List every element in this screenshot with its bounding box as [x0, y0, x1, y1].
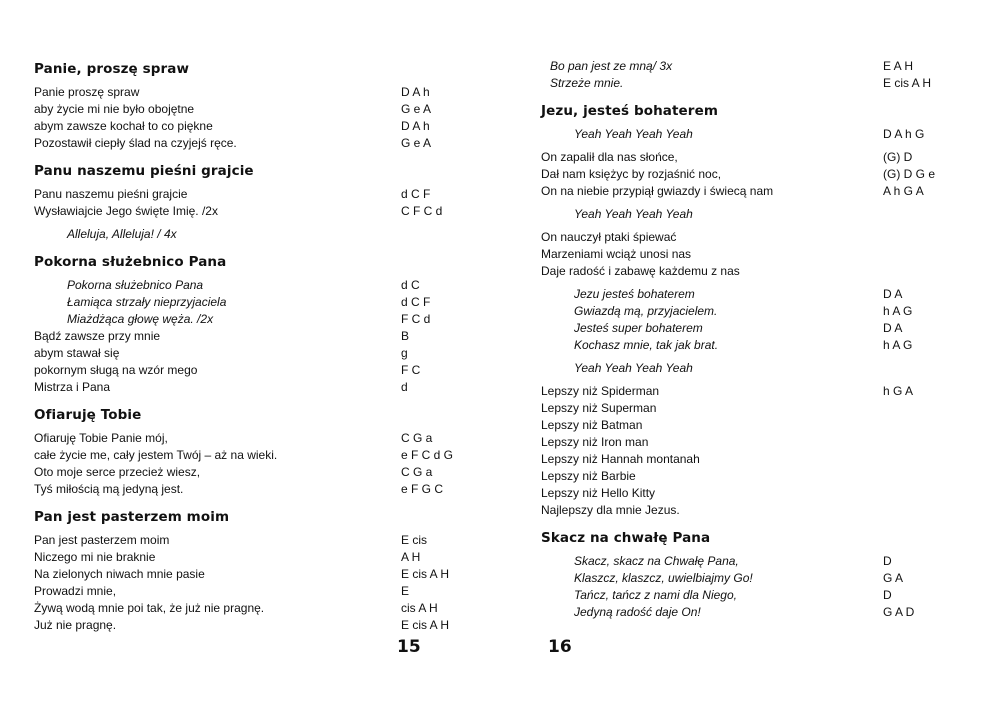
lyric-line — [541, 451, 961, 468]
song-section — [541, 100, 961, 519]
lyric-text: Daje radość i zabawę każdemu z nas — [541, 264, 740, 278]
lyric-line — [34, 617, 454, 634]
lyric-text: On zapalił dla nas słońce, — [541, 150, 678, 164]
lyric-line — [541, 468, 961, 485]
chords: F C d — [401, 312, 431, 326]
song-lines — [34, 532, 454, 634]
lyric-text: Skacz, skacz na Chwałę Pana, — [574, 554, 739, 568]
lyric-line — [34, 583, 454, 600]
lyric-text: Ofiaruję Tobie Panie mój, — [34, 431, 168, 445]
lyric-text: Tyś miłością mą jedyną jest. — [34, 482, 184, 496]
lyric-text: Panie proszę spraw — [34, 85, 140, 99]
lyric-text: Lepszy niż Hello Kitty — [541, 486, 656, 500]
song-lines — [34, 277, 454, 396]
lyric-line — [541, 286, 961, 303]
lyric-line — [34, 328, 454, 345]
song-title: Panie, proszę spraw — [34, 61, 190, 77]
lyric-line — [34, 549, 454, 566]
song-title: Ofiaruję Tobie — [34, 407, 142, 423]
chords: F C — [401, 363, 421, 377]
chords: g — [401, 346, 408, 360]
chords: G e A — [401, 136, 432, 150]
lyric-line — [541, 149, 961, 166]
song-section — [34, 160, 454, 243]
song-title: Skacz na chwałę Pana — [541, 530, 711, 546]
chords: C F C d — [401, 204, 443, 218]
lyric-text: Już nie pragnę. — [34, 618, 117, 632]
lyric-line — [541, 400, 961, 417]
lyric-line — [541, 246, 961, 263]
lyric-text: Lepszy niż Batman — [541, 418, 643, 432]
lyric-line — [541, 604, 961, 621]
song-lines — [34, 430, 454, 498]
chords: e F G C — [401, 482, 444, 496]
lyric-line — [34, 118, 454, 135]
chords: C G a — [401, 431, 433, 445]
lyric-text: Gwiazdą mą, przyjacielem. — [574, 304, 718, 318]
lyric-text: Wysławiajcie Jego święte Imię. /2x — [34, 204, 218, 218]
song-lines — [541, 553, 961, 621]
chords: E cis A H — [401, 618, 450, 632]
lyric-text: Marzeniami wciąż unosi nas — [541, 247, 692, 261]
lyric-text: Dał nam księżyc by rozjaśnić noc, — [541, 167, 722, 181]
song-lines — [541, 126, 961, 519]
lyric-text: Tańcz, tańcz z nami dla Niego, — [574, 588, 737, 602]
lyric-line — [34, 532, 454, 549]
lyric-text: Yeah Yeah Yeah Yeah — [574, 361, 693, 375]
chords: E cis A H — [883, 76, 932, 90]
lyric-text: Na zielonych niwach mnie pasie — [34, 567, 205, 581]
song-lines — [34, 84, 454, 152]
song-section — [34, 506, 454, 634]
page-number-left: 15 — [397, 637, 421, 657]
lyric-line — [34, 186, 454, 203]
lyric-line — [541, 320, 961, 337]
lyric-text: Yeah Yeah Yeah Yeah — [574, 207, 693, 221]
lyric-line — [541, 570, 961, 587]
lyric-text: Lepszy niż Hannah montanah — [541, 452, 700, 466]
lyric-text: Bądź zawsze przy mnie — [34, 329, 161, 343]
chords: G A — [883, 571, 904, 585]
song-title: Jezu, jesteś bohaterem — [541, 103, 718, 119]
lyric-line — [541, 360, 961, 377]
chords: G A D — [883, 605, 915, 619]
lyric-line — [34, 481, 454, 498]
chords: G e A — [401, 102, 432, 116]
song-section — [34, 58, 454, 152]
lyric-line — [541, 434, 961, 451]
left-page — [34, 56, 454, 634]
lyric-line — [541, 485, 961, 502]
song-section — [34, 404, 454, 498]
chords: d C F — [401, 187, 431, 201]
song-lines — [34, 186, 454, 243]
chords: E — [401, 584, 410, 598]
lyric-line — [541, 75, 961, 92]
lyric-text: pokornym sługą na wzór mego — [34, 363, 198, 377]
song-title: Panu naszemu pieśni grajcie — [34, 163, 254, 179]
lyric-text: Jesteś super bohaterem — [574, 321, 703, 335]
lyric-text: On nauczył ptaki śpiewać — [541, 230, 677, 244]
chords: h A G — [883, 304, 913, 318]
lyric-line — [541, 337, 961, 354]
lyric-text: Pan jest pasterzem moim — [34, 533, 170, 547]
page-number-right: 16 — [548, 637, 572, 657]
lyric-text: Kochasz mnie, tak jak brat. — [574, 338, 719, 352]
chords: d C F — [401, 295, 431, 309]
lyric-line — [34, 226, 454, 243]
song-lines — [541, 58, 961, 92]
lyric-text: Klaszcz, klaszcz, uwielbiajmy Go! — [574, 571, 753, 585]
chords: e F C d G — [401, 448, 454, 462]
lyric-line — [34, 203, 454, 220]
lyric-text: Lepszy niż Superman — [541, 401, 657, 415]
song-section — [34, 251, 454, 396]
lyric-text: Strzeże mnie. — [550, 76, 624, 90]
lyric-line — [34, 379, 454, 396]
chords: B — [401, 329, 410, 343]
lyric-line — [34, 135, 454, 152]
lyric-line — [541, 229, 961, 246]
lyric-text: Pokorna służebnico Pana — [67, 278, 204, 292]
lyric-line — [34, 294, 454, 311]
lyric-line — [541, 383, 961, 400]
chords: D A h — [401, 85, 430, 99]
song-title: Pan jest pasterzem moim — [34, 509, 230, 525]
lyric-text: Miażdżąca głowę węża. /2x — [67, 312, 214, 326]
chords: A H — [401, 550, 421, 564]
lyric-text: On na niebie przypiął gwiazdy i świecą nam — [541, 184, 774, 198]
lyric-text: Najlepszy dla mnie Jezus. — [541, 503, 680, 517]
lyric-text: Panu naszemu pieśni grajcie — [34, 187, 188, 201]
lyric-line — [34, 277, 454, 294]
lyric-line — [541, 166, 961, 183]
lyric-line — [541, 553, 961, 570]
chords: D — [883, 554, 892, 568]
chords: d C — [401, 278, 420, 292]
lyric-text: aby życie mi nie było obojętne — [34, 102, 195, 116]
lyric-text: Jedyną radość daje On! — [574, 605, 701, 619]
lyric-text: abym stawał się — [34, 346, 120, 360]
lyric-text: Lepszy niż Barbie — [541, 469, 636, 483]
chords: E A H — [883, 59, 914, 73]
lyric-text: Lepszy niż Iron man — [541, 435, 649, 449]
lyric-line — [541, 58, 961, 75]
lyric-text: abym zawsze kochał to co piękne — [34, 119, 213, 133]
lyric-line — [34, 345, 454, 362]
lyric-text: Łamiąca strzały nieprzyjaciela — [67, 295, 227, 309]
lyric-line — [34, 430, 454, 447]
song-section — [541, 58, 961, 92]
right-page — [541, 58, 961, 621]
lyric-text: Żywą wodą mnie poi tak, że już nie pragnę. — [34, 601, 265, 615]
lyric-text: Yeah Yeah Yeah Yeah — [574, 127, 693, 141]
lyric-text: Alleluja, Alleluja! / 4x — [67, 227, 177, 241]
lyric-line — [541, 502, 961, 519]
chords: E cis — [401, 533, 428, 547]
lyric-text: Bo pan jest ze mną/ 3x — [550, 59, 673, 73]
chords: h G A — [883, 384, 914, 398]
lyric-line — [541, 303, 961, 320]
lyric-text: Lepszy niż Spiderman — [541, 384, 660, 398]
lyric-line — [541, 206, 961, 223]
chords: E cis A H — [401, 567, 450, 581]
song-title: Pokorna służebnico Pana — [34, 254, 227, 270]
chords: D A — [883, 321, 903, 335]
chords: (G) D — [883, 150, 913, 164]
chords: D A h — [401, 119, 430, 133]
lyric-line — [541, 587, 961, 604]
lyric-line — [541, 417, 961, 434]
lyric-line — [34, 101, 454, 118]
lyric-line — [541, 183, 961, 200]
chords: C G a — [401, 465, 433, 479]
lyric-line — [34, 447, 454, 464]
lyric-line — [34, 311, 454, 328]
chords: A h G A — [883, 184, 924, 198]
chords: (G) D G e — [883, 167, 936, 181]
chords: D — [883, 588, 892, 602]
chords: d — [401, 380, 408, 394]
lyric-line — [34, 362, 454, 379]
lyric-line — [541, 263, 961, 280]
lyric-text: Prowadzi mnie, — [34, 584, 117, 598]
lyric-text: całe życie me, cały jestem Twój – aż na wieki. — [34, 448, 278, 462]
chords: D A h G — [883, 127, 925, 141]
chords: cis A H — [401, 601, 438, 615]
song-section — [541, 527, 961, 621]
lyric-line — [34, 84, 454, 101]
lyric-line — [34, 566, 454, 583]
lyric-text: Oto moje serce przecież wiesz, — [34, 465, 201, 479]
chords: h A G — [883, 338, 913, 352]
lyric-text: Jezu jesteś bohaterem — [574, 287, 695, 301]
lyric-line — [34, 600, 454, 617]
lyric-line — [34, 464, 454, 481]
lyric-text: Niczego mi nie braknie — [34, 550, 156, 564]
lyric-text: Mistrza i Pana — [34, 380, 111, 394]
lyric-text: Pozostawił ciepły ślad na czyjejś ręce. — [34, 136, 237, 150]
chords: D A — [883, 287, 903, 301]
lyric-line — [541, 126, 961, 143]
